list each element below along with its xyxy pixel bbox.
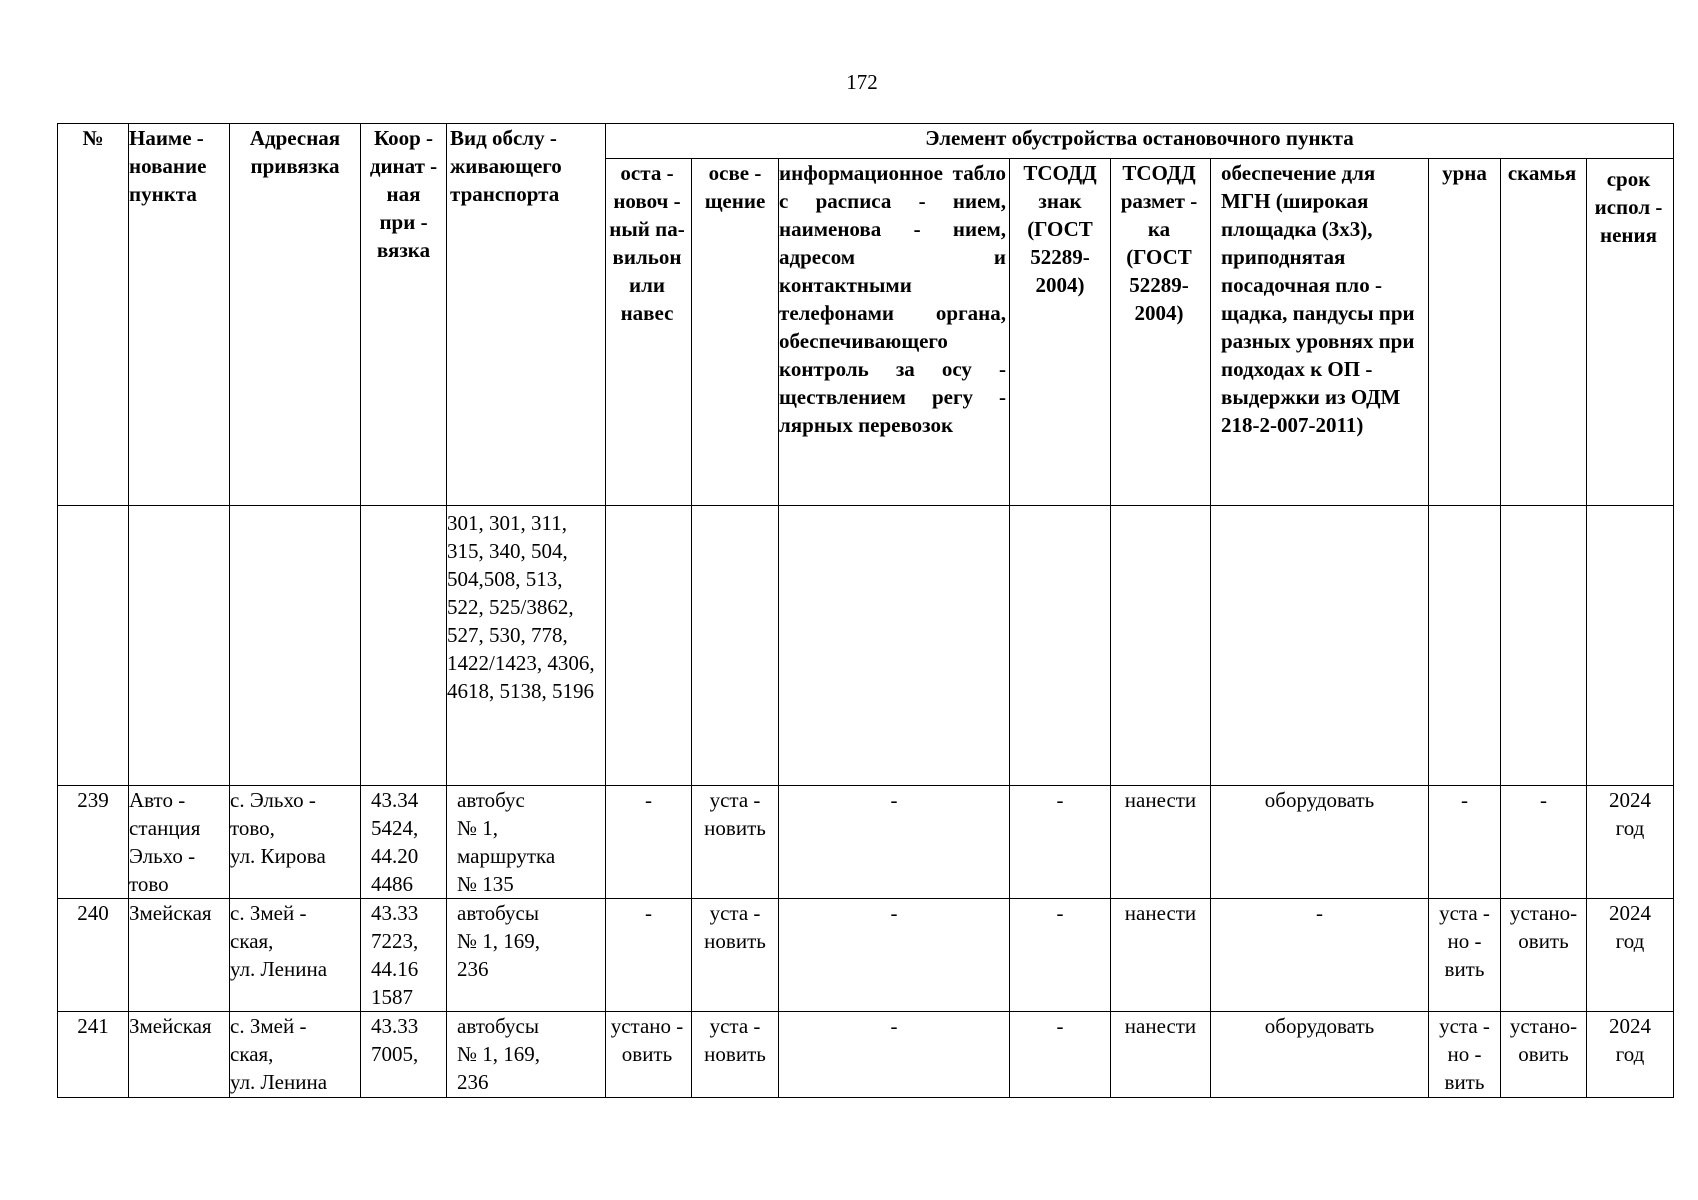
cell-marking: нанести — [1111, 899, 1211, 1012]
cell-no: 239 — [58, 786, 129, 899]
cell-no — [58, 506, 129, 786]
cell-lighting: уста - новить — [692, 1012, 779, 1098]
cell-name — [129, 506, 230, 786]
cell-pavilion: устано - овить — [606, 1012, 692, 1098]
cell-address: с. Змей - ская, ул. Ленина — [230, 899, 361, 1012]
page-number: 172 — [846, 70, 878, 94]
header-coords: Коор - динат - ная при - вязка — [361, 124, 447, 506]
stops-table — [57, 123, 1674, 1098]
header-name: Наиме - нование пункта — [129, 124, 230, 506]
header-marking: ТСОДД размет - ка (ГОСТ 52289- 2004) — [1111, 159, 1211, 506]
cell-info-board — [779, 506, 1010, 786]
cell-mgn: - — [1211, 899, 1429, 1012]
cell-deadline: 2024 год — [1587, 786, 1674, 899]
cell-coords: 43.34 5424, 44.20 4486 — [361, 786, 447, 899]
cell-pavilion — [606, 506, 692, 786]
cell-address: с. Эльхо - тово, ул. Кирова — [230, 786, 361, 899]
cell-coords: 43.33 7223, 44.16 1587 — [361, 899, 447, 1012]
header-row-1 — [58, 124, 1674, 159]
cell-marking — [1111, 506, 1211, 786]
cell-sign: - — [1010, 899, 1111, 1012]
cell-info-board: - — [779, 786, 1010, 899]
header-address: Адресная привязка — [230, 124, 361, 506]
cell-marking: нанести — [1111, 1012, 1211, 1098]
cell-mgn — [1211, 506, 1429, 786]
header-info-board: информационное табло с расписа - нием, наименова - нием, адресом и контактными телефонами органа, обеспечивающего контроль за осу - ществлением регу - лярных перевозок — [779, 159, 1010, 506]
cell-pavilion: - — [606, 899, 692, 1012]
cell-transport: автобус № 1, маршрутка № 135 — [447, 786, 606, 899]
cell-name: Авто - станция Эльхо - тово — [129, 786, 230, 899]
header-pavilion: оста - новоч - ный па- вильон или навес — [606, 159, 692, 506]
cell-no: 240 — [58, 899, 129, 1012]
cell-mgn: оборудовать — [1211, 1012, 1429, 1098]
cell-marking: нанести — [1111, 786, 1211, 899]
header-group: Элемент обустройства остановочного пункта — [606, 124, 1674, 159]
cell-deadline: 2024 год — [1587, 1012, 1674, 1098]
header-mgn: обеспечение для МГН (широкая площадка (3х3), приподнятая посадочная пло - щадка, пандусы при разных уровнях при подходах к ОП - выдержки из ОДМ 218-2-007-2011) — [1211, 159, 1429, 506]
header-transport: Вид обслу - живающего транспорта — [447, 124, 606, 506]
cell-name: Змейская — [129, 899, 230, 1012]
cell-bench: - — [1501, 786, 1587, 899]
cell-info-board: - — [779, 899, 1010, 1012]
cell-coords: 43.33 7005, — [361, 1012, 447, 1098]
header-urn: урна — [1429, 159, 1501, 506]
cell-address: с. Змей - ская, ул. Ленина — [230, 1012, 361, 1098]
cell-sign: - — [1010, 1012, 1111, 1098]
header-sign: ТСОДД знак (ГОСТ 52289- 2004) — [1010, 159, 1111, 506]
cell-lighting — [692, 506, 779, 786]
cell-pavilion: - — [606, 786, 692, 899]
header-deadline: срок испол - нения — [1587, 159, 1674, 506]
cell-transport: автобусы № 1, 169, 236 — [447, 1012, 606, 1098]
cell-lighting: уста - новить — [692, 899, 779, 1012]
cell-coords — [361, 506, 447, 786]
table-row — [58, 786, 1674, 899]
cell-transport: 301, 301, 311, 315, 340, 504, 504,508, 513, 522, 525/3862, 527, 530, 778, 1422/1423, 4306, 4618, 5138, 5196 — [447, 506, 606, 786]
cell-sign — [1010, 506, 1111, 786]
header-no: № — [58, 124, 129, 506]
header-lighting: осве - щение — [692, 159, 779, 506]
cell-deadline: 2024 год — [1587, 899, 1674, 1012]
cell-mgn: оборудовать — [1211, 786, 1429, 899]
cell-bench — [1501, 506, 1587, 786]
cell-urn — [1429, 506, 1501, 786]
cell-urn: уста - но - вить — [1429, 1012, 1501, 1098]
cell-sign: - — [1010, 786, 1111, 899]
cell-no: 241 — [58, 1012, 129, 1098]
cell-info-board: - — [779, 1012, 1010, 1098]
table-row — [58, 506, 1674, 786]
cell-deadline — [1587, 506, 1674, 786]
cell-address — [230, 506, 361, 786]
table-row — [58, 1012, 1674, 1098]
cell-lighting: уста - новить — [692, 786, 779, 899]
header-bench: скамья — [1501, 159, 1587, 506]
table-row — [58, 899, 1674, 1012]
cell-bench: устано- овить — [1501, 1012, 1587, 1098]
cell-urn: уста - но - вить — [1429, 899, 1501, 1012]
cell-bench: устано- овить — [1501, 899, 1587, 1012]
cell-urn: - — [1429, 786, 1501, 899]
cell-name: Змейская — [129, 1012, 230, 1098]
cell-transport: автобусы № 1, 169, 236 — [447, 899, 606, 1012]
